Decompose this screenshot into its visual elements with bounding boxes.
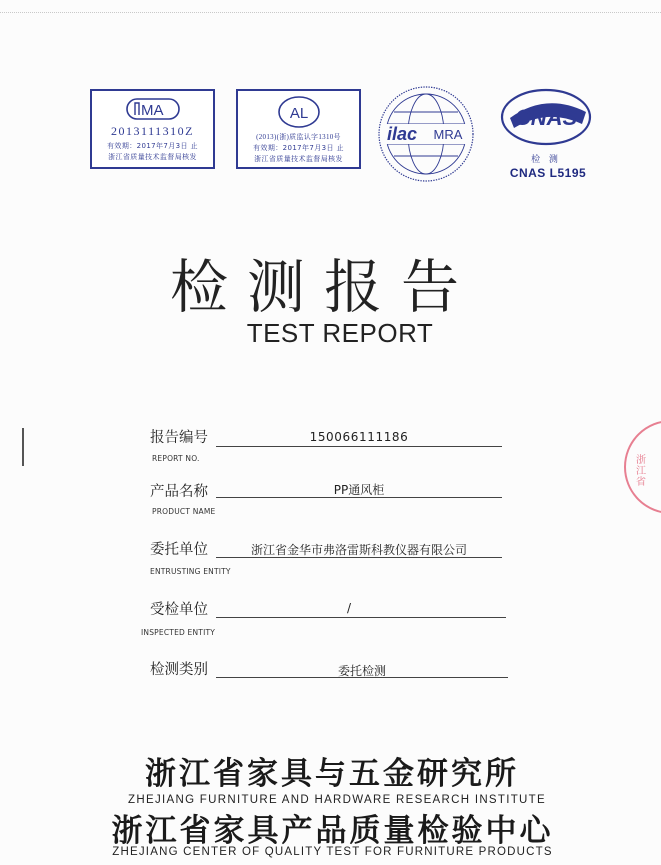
test-category-label: 检测类别 [150,662,208,678]
inspected-entity-label-en: INSPECTED ENTITY [141,628,216,637]
product-name-value: PP通风柜 [333,483,385,497]
binding-mark [22,428,24,466]
institute-name-cn: 浙江省家具与五金研究所 [145,756,519,792]
cma-issuer: 浙江省质量技术监督局核发 [108,153,197,161]
inspected-entity-value: / [346,601,352,615]
report-number-label: 报告编号 [150,430,208,446]
svg-text:MA: MA [140,102,163,119]
cal-validity: 有效期：2017年7月3日 止 [253,144,344,152]
seal-text: 浙江省 [636,455,646,488]
entrusting-entity-value: 浙江省金华市弗洛雷斯科教仪器有限公司 [250,543,467,557]
cal-certification-logo [236,89,361,169]
cnas-subtitle: 检 测 [531,155,561,165]
institute-name-en: ZHEJIANG FURNITURE AND HARDWARE RESEARCH INSTITUTE [128,794,546,806]
inspected-entity-underline [216,617,506,618]
svg-text:ilac: ilac [386,124,418,144]
cma-validity: 有效期：2017年7月3日 止 [107,142,198,150]
report-title-en: TEST REPORT [246,318,434,348]
cnas-accreditation-code: CNAS L5195 [509,166,587,180]
entrusting-entity-label-en: ENTRUSTING ENTITY [150,567,231,576]
report-number-value: 150066111186 [309,430,409,444]
center-name-cn: 浙江省家具产品质量检验中心 [111,813,554,849]
svg-text:MRA: MRA [433,127,463,142]
report-number-underline [216,446,502,447]
product-name-label: 产品名称 [150,484,208,500]
cal-emblem-icon [277,95,321,129]
report-title-cn: 检测报告 [170,253,479,321]
test-category-value: 委托检测 [337,664,386,678]
entrusting-entity-label: 委托单位 [150,542,208,558]
cma-emblem-icon [125,97,181,121]
report-number-label-en: REPORT NO. [152,454,200,463]
cal-code: (2013)(浙)质监认字1310号 [256,133,341,141]
svg-text:AL: AL [289,105,308,122]
cma-code: 2013111310Z [111,124,194,138]
center-name-en: ZHEJIANG CENTER OF QUALITY TEST FOR FURNITURE PRODUCTS [112,846,553,858]
cma-certification-logo [90,89,215,169]
cal-issuer: 浙江省质量技术监督局核发 [254,155,343,163]
inspected-entity-label: 受检单位 [150,602,208,618]
scan-top-edge [0,12,661,13]
svg-text:CNAS: CNAS [514,105,578,130]
product-name-label-en: PRODUCT NAME [152,507,216,516]
ilac-mra-logo [376,84,476,184]
